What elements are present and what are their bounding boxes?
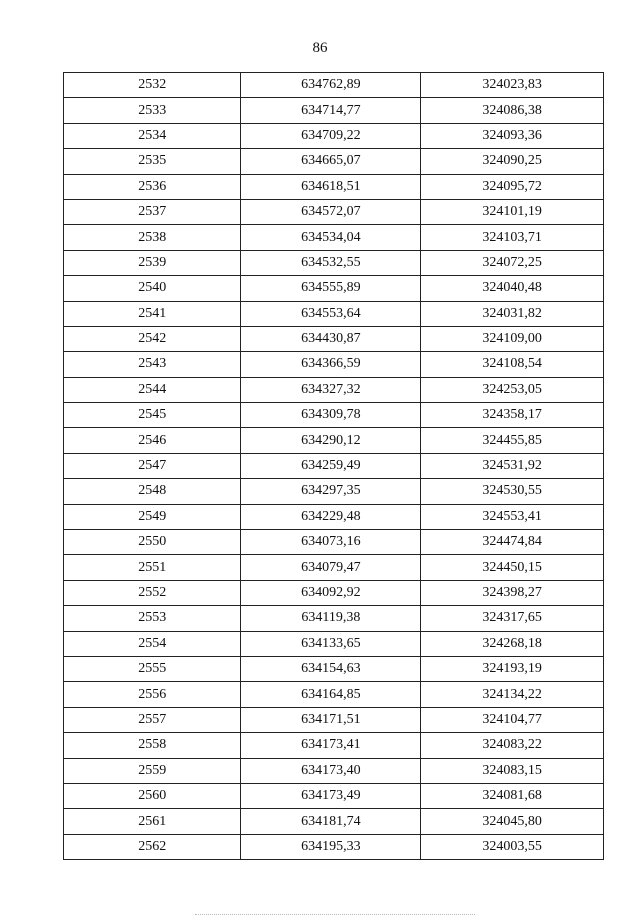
point-number-cell: 2550 — [64, 530, 241, 555]
x-coordinate-cell: 634133,65 — [241, 631, 421, 656]
point-number-cell: 2536 — [64, 174, 241, 199]
y-coordinate-cell: 324023,83 — [421, 73, 604, 98]
table-row — [64, 276, 604, 301]
scan-bottom-marks — [195, 914, 475, 917]
x-coordinate-cell: 634092,92 — [241, 580, 421, 605]
x-coordinate-cell: 634665,07 — [241, 149, 421, 174]
table-row — [64, 428, 604, 453]
point-number-cell: 2561 — [64, 809, 241, 834]
x-coordinate-cell: 634327,32 — [241, 377, 421, 402]
y-coordinate-cell: 324398,27 — [421, 580, 604, 605]
y-coordinate-cell: 324083,15 — [421, 758, 604, 783]
x-coordinate-cell: 634366,59 — [241, 352, 421, 377]
table-row — [64, 834, 604, 859]
y-coordinate-cell: 324530,55 — [421, 479, 604, 504]
coordinates-table-body — [64, 73, 604, 860]
y-coordinate-cell: 324072,25 — [421, 250, 604, 275]
y-coordinate-cell: 324317,65 — [421, 606, 604, 631]
table-row — [64, 149, 604, 174]
y-coordinate-cell: 324109,00 — [421, 326, 604, 351]
point-number-cell: 2534 — [64, 123, 241, 148]
x-coordinate-cell: 634164,85 — [241, 682, 421, 707]
table-row — [64, 758, 604, 783]
x-coordinate-cell: 634079,47 — [241, 555, 421, 580]
x-coordinate-cell: 634309,78 — [241, 403, 421, 428]
y-coordinate-cell: 324101,19 — [421, 199, 604, 224]
point-number-cell: 2540 — [64, 276, 241, 301]
table-row — [64, 530, 604, 555]
table-row — [64, 606, 604, 631]
x-coordinate-cell: 634119,38 — [241, 606, 421, 631]
point-number-cell: 2538 — [64, 225, 241, 250]
point-number-cell: 2542 — [64, 326, 241, 351]
point-number-cell: 2560 — [64, 783, 241, 808]
table-row — [64, 98, 604, 123]
table-row — [64, 682, 604, 707]
y-coordinate-cell: 324108,54 — [421, 352, 604, 377]
point-number-cell: 2535 — [64, 149, 241, 174]
table-row — [64, 453, 604, 478]
y-coordinate-cell: 324104,77 — [421, 707, 604, 732]
table-row — [64, 783, 604, 808]
x-coordinate-cell: 634618,51 — [241, 174, 421, 199]
x-coordinate-cell: 634173,40 — [241, 758, 421, 783]
table-row — [64, 225, 604, 250]
x-coordinate-cell: 634297,35 — [241, 479, 421, 504]
x-coordinate-cell: 634229,48 — [241, 504, 421, 529]
point-number-cell: 2549 — [64, 504, 241, 529]
y-coordinate-cell: 324450,15 — [421, 555, 604, 580]
table-row — [64, 403, 604, 428]
point-number-cell: 2533 — [64, 98, 241, 123]
x-coordinate-cell: 634290,12 — [241, 428, 421, 453]
table-row — [64, 555, 604, 580]
x-coordinate-cell: 634259,49 — [241, 453, 421, 478]
point-number-cell: 2552 — [64, 580, 241, 605]
x-coordinate-cell: 634173,49 — [241, 783, 421, 808]
point-number-cell: 2555 — [64, 656, 241, 681]
x-coordinate-cell: 634430,87 — [241, 326, 421, 351]
y-coordinate-cell: 324474,84 — [421, 530, 604, 555]
x-coordinate-cell: 634073,16 — [241, 530, 421, 555]
point-number-cell: 2553 — [64, 606, 241, 631]
x-coordinate-cell: 634553,64 — [241, 301, 421, 326]
x-coordinate-cell: 634709,22 — [241, 123, 421, 148]
y-coordinate-cell: 324531,92 — [421, 453, 604, 478]
point-number-cell: 2551 — [64, 555, 241, 580]
y-coordinate-cell: 324031,82 — [421, 301, 604, 326]
y-coordinate-cell: 324083,22 — [421, 733, 604, 758]
table-row — [64, 733, 604, 758]
x-coordinate-cell: 634532,55 — [241, 250, 421, 275]
table-row — [64, 199, 604, 224]
page-number: 86 — [312, 40, 328, 56]
x-coordinate-cell: 634534,04 — [241, 225, 421, 250]
y-coordinate-cell: 324093,36 — [421, 123, 604, 148]
x-coordinate-cell: 634555,89 — [241, 276, 421, 301]
point-number-cell: 2532 — [64, 73, 241, 98]
table-row — [64, 326, 604, 351]
table-row — [64, 809, 604, 834]
x-coordinate-cell: 634181,74 — [241, 809, 421, 834]
x-coordinate-cell: 634572,07 — [241, 199, 421, 224]
table-row — [64, 123, 604, 148]
x-coordinate-cell: 634154,63 — [241, 656, 421, 681]
y-coordinate-cell: 324090,25 — [421, 149, 604, 174]
table-row — [64, 352, 604, 377]
y-coordinate-cell: 324095,72 — [421, 174, 604, 199]
table-row — [64, 250, 604, 275]
point-number-cell: 2546 — [64, 428, 241, 453]
table-row — [64, 479, 604, 504]
table-row — [64, 377, 604, 402]
table-row — [64, 580, 604, 605]
table-row — [64, 504, 604, 529]
point-number-cell: 2554 — [64, 631, 241, 656]
point-number-cell: 2541 — [64, 301, 241, 326]
point-number-cell: 2537 — [64, 199, 241, 224]
x-coordinate-cell: 634762,89 — [241, 73, 421, 98]
table-row — [64, 656, 604, 681]
y-coordinate-cell: 324358,17 — [421, 403, 604, 428]
point-number-cell: 2543 — [64, 352, 241, 377]
x-coordinate-cell: 634173,41 — [241, 733, 421, 758]
y-coordinate-cell: 324455,85 — [421, 428, 604, 453]
point-number-cell: 2558 — [64, 733, 241, 758]
table-row — [64, 174, 604, 199]
point-number-cell: 2557 — [64, 707, 241, 732]
y-coordinate-cell: 324081,68 — [421, 783, 604, 808]
y-coordinate-cell: 324268,18 — [421, 631, 604, 656]
coordinates-table — [63, 72, 604, 860]
y-coordinate-cell: 324134,22 — [421, 682, 604, 707]
point-number-cell: 2544 — [64, 377, 241, 402]
table-row — [64, 707, 604, 732]
x-coordinate-cell: 634195,33 — [241, 834, 421, 859]
point-number-cell: 2559 — [64, 758, 241, 783]
point-number-cell: 2547 — [64, 453, 241, 478]
point-number-cell: 2539 — [64, 250, 241, 275]
y-coordinate-cell: 324193,19 — [421, 656, 604, 681]
x-coordinate-cell: 634171,51 — [241, 707, 421, 732]
y-coordinate-cell: 324003,55 — [421, 834, 604, 859]
y-coordinate-cell: 324040,48 — [421, 276, 604, 301]
y-coordinate-cell: 324253,05 — [421, 377, 604, 402]
table-row — [64, 631, 604, 656]
point-number-cell: 2562 — [64, 834, 241, 859]
point-number-cell: 2556 — [64, 682, 241, 707]
table-row — [64, 301, 604, 326]
point-number-cell: 2548 — [64, 479, 241, 504]
x-coordinate-cell: 634714,77 — [241, 98, 421, 123]
point-number-cell: 2545 — [64, 403, 241, 428]
y-coordinate-cell: 324103,71 — [421, 225, 604, 250]
table-row — [64, 73, 604, 98]
y-coordinate-cell: 324553,41 — [421, 504, 604, 529]
y-coordinate-cell: 324086,38 — [421, 98, 604, 123]
y-coordinate-cell: 324045,80 — [421, 809, 604, 834]
